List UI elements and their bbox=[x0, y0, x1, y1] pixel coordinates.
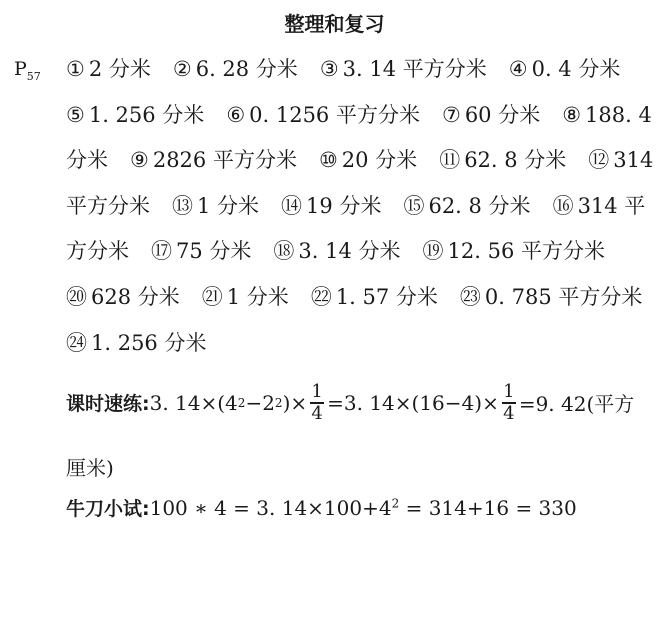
answer-number: ⑧ bbox=[562, 103, 582, 127]
answer-item bbox=[509, 56, 621, 82]
practice-part-3: )× bbox=[282, 390, 308, 415]
answer-text: 19 分米 bbox=[306, 194, 382, 218]
fraction-quarter-2 bbox=[502, 382, 516, 424]
answer-number: ⑬ bbox=[172, 194, 193, 218]
trial-part-2: = 314+16 = 330 bbox=[399, 496, 577, 520]
answer-number: ㉓ bbox=[459, 285, 481, 309]
trial-exp-1: 2 bbox=[391, 496, 400, 511]
answer-item bbox=[66, 284, 180, 310]
answer-text: 75 分米 bbox=[176, 239, 252, 263]
answer-number: ⑭ bbox=[281, 194, 303, 218]
answer-item bbox=[562, 102, 652, 128]
answer-text: 0. 785 平方分米 bbox=[484, 285, 643, 309]
answer-item bbox=[130, 147, 297, 173]
answer-item bbox=[202, 284, 289, 310]
answer-item bbox=[320, 56, 487, 82]
answer-number: ① bbox=[66, 57, 85, 81]
fraction-numerator: 1 bbox=[503, 381, 515, 402]
answer-item bbox=[281, 193, 381, 219]
answer-line bbox=[66, 147, 653, 173]
page-number: 57 bbox=[26, 69, 41, 83]
page-letter: P bbox=[14, 58, 27, 80]
answer-number: ⑩ bbox=[318, 148, 338, 172]
answer-line bbox=[66, 56, 620, 82]
fraction-quarter-1 bbox=[310, 382, 324, 424]
trial-part-1: 100 ∗ 4 = 3. 14×100+4 bbox=[149, 496, 392, 520]
answer-number: ④ bbox=[508, 57, 528, 81]
practice-formula bbox=[66, 382, 634, 424]
answer-number: ⑥ bbox=[226, 103, 246, 127]
answer-number: ⑨ bbox=[130, 148, 149, 172]
answer-item bbox=[588, 147, 653, 173]
answer-number: ㉔ bbox=[66, 331, 87, 355]
answer-number: ⑮ bbox=[403, 194, 425, 218]
practice-exp-2: 2 bbox=[274, 395, 283, 410]
trial-label: 牛刀小试: bbox=[66, 498, 150, 520]
answer-text: 62. 8 分米 bbox=[464, 148, 567, 172]
trial-formula bbox=[66, 494, 577, 521]
practice-part-5: =9. 42(平方 bbox=[518, 392, 635, 417]
answer-number: ⑪ bbox=[439, 148, 461, 172]
practice-part-2: −2 bbox=[245, 390, 275, 415]
answer-text: 62. 8 分米 bbox=[428, 194, 531, 218]
fraction-numerator: 1 bbox=[311, 381, 323, 402]
page-reference bbox=[14, 58, 41, 83]
practice-part-4: =3. 14×(16−4)× bbox=[327, 390, 499, 415]
answer-item bbox=[66, 56, 151, 82]
answer-number: ⑫ bbox=[588, 148, 610, 172]
practice-continuation: 厘米) bbox=[66, 456, 114, 480]
answer-item bbox=[173, 56, 298, 82]
answer-number: ③ bbox=[319, 57, 339, 81]
answer-text: 方分米 bbox=[66, 239, 129, 263]
answer-number: ② bbox=[172, 57, 192, 81]
answer-line bbox=[66, 284, 642, 310]
answer-text: 分米 bbox=[66, 148, 108, 172]
answer-text: 20 分米 bbox=[341, 148, 418, 172]
answer-number: ⑯ bbox=[552, 194, 574, 218]
answer-item bbox=[319, 147, 417, 173]
answer-number: ㉑ bbox=[201, 285, 223, 309]
answer-text: 12. 56 平方分米 bbox=[447, 239, 605, 263]
practice-exp-1: 2 bbox=[237, 395, 246, 410]
answer-text: 314 bbox=[613, 148, 654, 172]
answer-number: ⑦ bbox=[441, 103, 461, 127]
answer-text: 314 平 bbox=[577, 194, 646, 218]
fraction-denominator: 4 bbox=[311, 402, 323, 424]
answer-item bbox=[439, 147, 566, 173]
answer-number: ⑰ bbox=[151, 239, 172, 263]
answer-text: 188. 4 bbox=[585, 103, 652, 127]
answer-item bbox=[66, 193, 150, 219]
answer-line bbox=[66, 102, 652, 128]
answer-text: 0. 1256 平方分米 bbox=[249, 103, 420, 127]
answer-line bbox=[66, 238, 605, 264]
answer-text: 6. 28 分米 bbox=[195, 57, 298, 81]
answer-item bbox=[66, 238, 129, 264]
answer-number: ⑳ bbox=[66, 285, 87, 309]
answer-item bbox=[403, 193, 530, 219]
answer-item bbox=[311, 284, 438, 310]
answer-text: 3. 14 分米 bbox=[298, 239, 401, 263]
answer-item bbox=[66, 330, 206, 356]
answer-text: 1. 256 分米 bbox=[91, 331, 207, 355]
answer-text: 3. 14 平方分米 bbox=[342, 57, 487, 81]
answer-line bbox=[66, 193, 645, 219]
answer-text: 1. 256 分米 bbox=[88, 103, 205, 127]
answer-item bbox=[66, 147, 108, 173]
answer-item bbox=[151, 238, 251, 264]
answer-text: 2 分米 bbox=[88, 57, 151, 81]
fraction-denominator: 4 bbox=[503, 402, 515, 424]
answer-text: 0. 4 分米 bbox=[531, 57, 621, 81]
answer-item bbox=[66, 102, 204, 128]
answer-item bbox=[423, 238, 605, 264]
answer-text: 1. 57 分米 bbox=[335, 285, 438, 309]
answer-text: 628 分米 bbox=[91, 285, 180, 309]
answer-number: ㉒ bbox=[310, 285, 332, 309]
answer-item bbox=[273, 238, 400, 264]
answer-item bbox=[442, 102, 540, 128]
answer-text: 60 分米 bbox=[464, 103, 541, 127]
answer-item bbox=[226, 102, 420, 128]
answer-text: 2826 平方分米 bbox=[152, 148, 297, 172]
answer-text: 1 分米 bbox=[226, 285, 289, 309]
practice-label: 课时速练: bbox=[66, 393, 150, 416]
answer-item bbox=[172, 193, 259, 219]
answer-item bbox=[460, 284, 642, 310]
page-title: 整理和复习 bbox=[284, 12, 385, 36]
answer-number: ⑱ bbox=[273, 239, 295, 263]
answer-text: 平方分米 bbox=[66, 194, 150, 218]
answer-number: ⑲ bbox=[422, 239, 444, 263]
answer-item bbox=[553, 193, 646, 219]
answer-text: 1 分米 bbox=[197, 194, 260, 218]
answer-number: ⑤ bbox=[66, 103, 85, 127]
answer-line bbox=[66, 330, 206, 356]
practice-part-1: 3. 14×(4 bbox=[149, 390, 238, 415]
